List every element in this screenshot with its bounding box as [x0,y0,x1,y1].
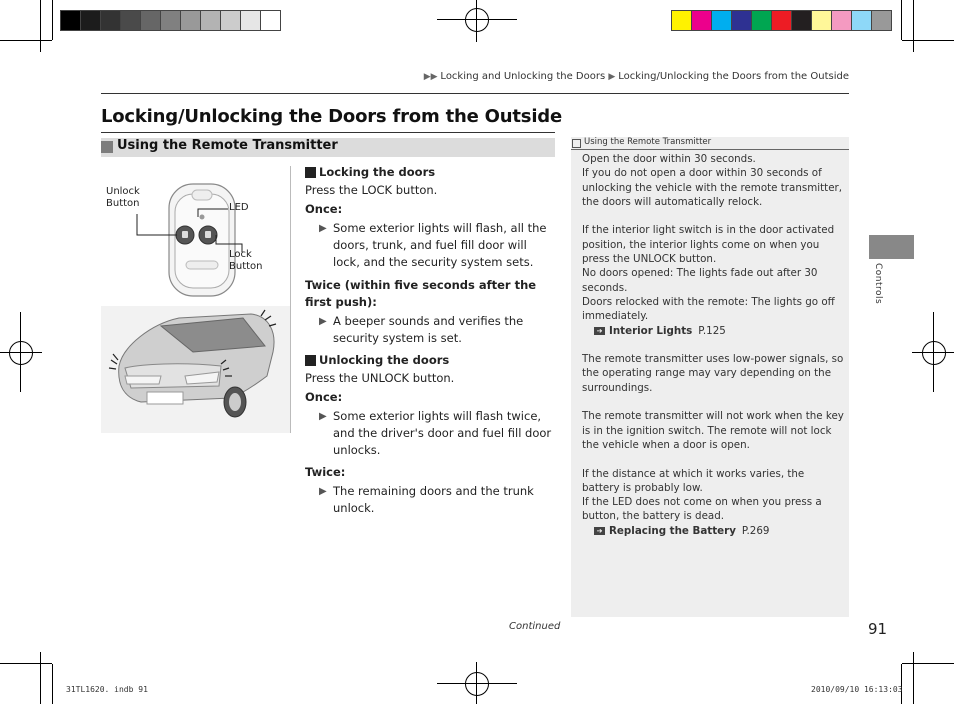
color-swatch [772,11,791,30]
unlocking-once-text: ▶ Some exterior lights will flash twice, and the driver's door and fuel fill door unlocks. [319,409,552,457]
crop-mark [913,652,914,704]
locking-twice-label: Twice (within five seconds after the first push): [305,278,537,309]
color-swatch [792,11,811,30]
color-swatch [61,11,80,30]
crop-mark [52,0,53,40]
unlocking-instruction: Press the UNLOCK button. [305,371,455,385]
chapter-tab [869,235,914,259]
triangle-icon: ▶ [319,486,327,497]
note-paragraph: If you do not open a door within 30 seconds of unlocking the vehicle with the remote transmitter, the doors will automatically relock. [582,167,843,208]
locking-once-text: ▶ Some exterior lights will flash, all the doors, trunk, and fuel fill door will lock, and the security system sets. [319,221,547,269]
color-swatch [752,11,771,30]
chapter-tab-label: Controls [873,263,883,305]
note-paragraph: No doors opened: The lights fade out after 30 seconds. [582,267,818,294]
continued-note: Continued [509,621,561,632]
crop-mark [40,652,41,704]
color-swatch [872,11,891,30]
color-swatch [81,11,100,30]
unlock-button-label: Unlock Button [106,186,140,209]
reference-arrow-icon: ➔ [594,527,605,535]
color-swatch [261,11,280,30]
sidebar-notes [571,137,849,617]
heading-marker [305,167,316,178]
note-paragraph: The remote transmitter will not work when the key is in the ignition switch. The remote will not lock the vehicle when a door is open. [582,410,844,451]
breadcrumb: ▶▶ Locking and Unlocking the Doors ▶ Locking/Unlocking the Doors from the Outside [423,71,849,82]
crop-mark [901,0,902,40]
color-swatch [101,11,120,30]
unlocking-twice-text: ▶ The remaining doors and the trunk unlock. [319,484,534,515]
registration-circle [465,672,489,696]
section-title: Using the Remote Transmitter [117,138,338,153]
registration-circle [9,341,33,365]
sidebar-body [582,152,844,538]
main-column [305,163,557,517]
locking-heading: Locking the doors [305,164,557,181]
unlocking-heading: Unlocking the doors [305,352,557,369]
xref-interior-lights[interactable]: ➔ Interior Lights P.125 [582,324,844,338]
unlocking-twice-label: Twice: [305,465,346,479]
locking-instruction: Press the LOCK button. [305,183,438,197]
note-paragraph: Doors relocked with the remote: The lights go off immediately. [582,295,835,323]
note-paragraph: The remote transmitter uses low-power signals, so the operating range may vary depending on the surroundings. [582,353,844,394]
triangle-icon: ▶ [319,411,327,422]
crop-mark [40,0,41,52]
color-swatch [672,11,691,30]
page-number: 91 [868,620,888,638]
note-paragraph: If the LED does not come on when you press a button, the battery is dead. [582,496,822,523]
color-swatch [201,11,220,30]
crop-mark [902,663,954,664]
crop-mark [902,40,954,41]
section-marker [101,141,113,153]
lock-button-label: Lock Button [229,249,263,272]
locking-once-label: Once: [305,202,343,216]
print-slug-file: 31TL1620. indb 91 [66,685,148,694]
color-swatch [241,11,260,30]
color-swatch [141,11,160,30]
note-paragraph: If the interior light switch is in the door activated position, the interior lights come on when you press the UNLOCK button. [582,224,835,266]
note-icon [572,139,581,148]
crop-mark [0,40,52,41]
remote-and-car-figure [101,166,291,433]
note-paragraph: If the distance at which it works varies, the battery is probably low. [582,467,805,494]
registration-circle [922,341,946,365]
breadcrumb-item[interactable]: Locking and Unlocking the Doors [440,71,606,82]
note-paragraph: Open the door within 30 seconds. [582,153,756,165]
color-swatch [161,11,180,30]
car-illustration [101,306,290,433]
title-rule [101,132,555,133]
crop-mark [52,664,53,704]
section-heading [101,138,555,157]
registration-circle [465,8,489,32]
page-title: Locking/Unlocking the Doors from the Outside [101,106,562,127]
color-swatch [732,11,751,30]
color-swatch [121,11,140,30]
triangle-icon: ▶ [319,316,327,327]
breadcrumb-item[interactable]: Locking/Unlocking the Doors from the Outside [618,71,849,82]
color-swatch [852,11,871,30]
color-swatch [812,11,831,30]
color-swatch [712,11,731,30]
heading-marker [305,355,316,366]
header-rule [101,93,849,94]
crop-mark [901,664,902,704]
locking-twice-text: ▶ A beeper sounds and verifies the security system is set. [319,314,524,345]
color-swatch [221,11,240,30]
crop-mark [913,0,914,52]
xref-replacing-battery[interactable]: ➔ Replacing the Battery P.269 [582,524,844,538]
color-swatch [832,11,851,30]
triangle-icon: ▶ [319,223,327,234]
led-label: LED [229,202,249,213]
sidebar-header: Using the Remote Transmitter [571,137,849,150]
unlocking-once-label: Once: [305,390,343,404]
crop-mark [0,663,52,664]
color-swatch [181,11,200,30]
print-slug-date: 2010/09/10 16:13:03 [811,685,903,694]
color-swatch [692,11,711,30]
reference-arrow-icon: ➔ [594,327,605,335]
